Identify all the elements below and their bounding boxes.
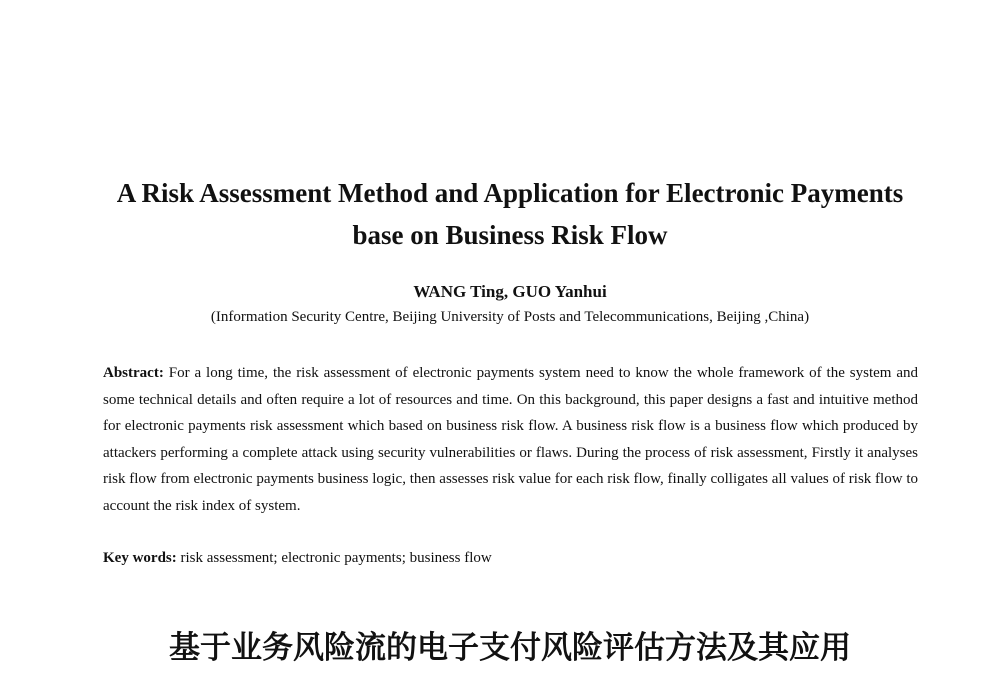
keywords-label: Key words: xyxy=(103,550,177,566)
chinese-title: 基于业务风险流的电子支付风险评估方法及其应用 xyxy=(169,630,851,666)
keywords-line xyxy=(103,546,918,570)
keywords-text: risk assessment; electronic payments; business flow xyxy=(180,550,492,566)
abstract-paragraph xyxy=(103,360,918,519)
abstract-label: Abstract: xyxy=(103,365,164,381)
paper-authors: WANG Ting, GUO Yanhui xyxy=(413,282,607,301)
paper-affiliation: (Information Security Centre, Beijing University of Posts and Telecommunications, Beijing ,China) xyxy=(210,309,810,325)
paper-title: A Risk Assessment Method and Application for Electronic Payments base on Business Risk Flow xyxy=(116,178,904,250)
abstract-text: For a long time, the risk assessment of electronic payments system need to know the whole framework of the system and some technical details and often require a lot of resources and time. On this background, this paper designs a fast and intuitive method for electronic payments risk assessment which based on business risk flow. A business risk flow is a business flow which produced by attackers performing a complete attack using security vulnerabilities or flaws. During the process of risk assessment, Firstly it analyses risk flow from electronic payments business logic, then assesses risk value for each risk flow, finally colligates all values of risk flow to account the risk index of system. xyxy=(103,365,918,514)
